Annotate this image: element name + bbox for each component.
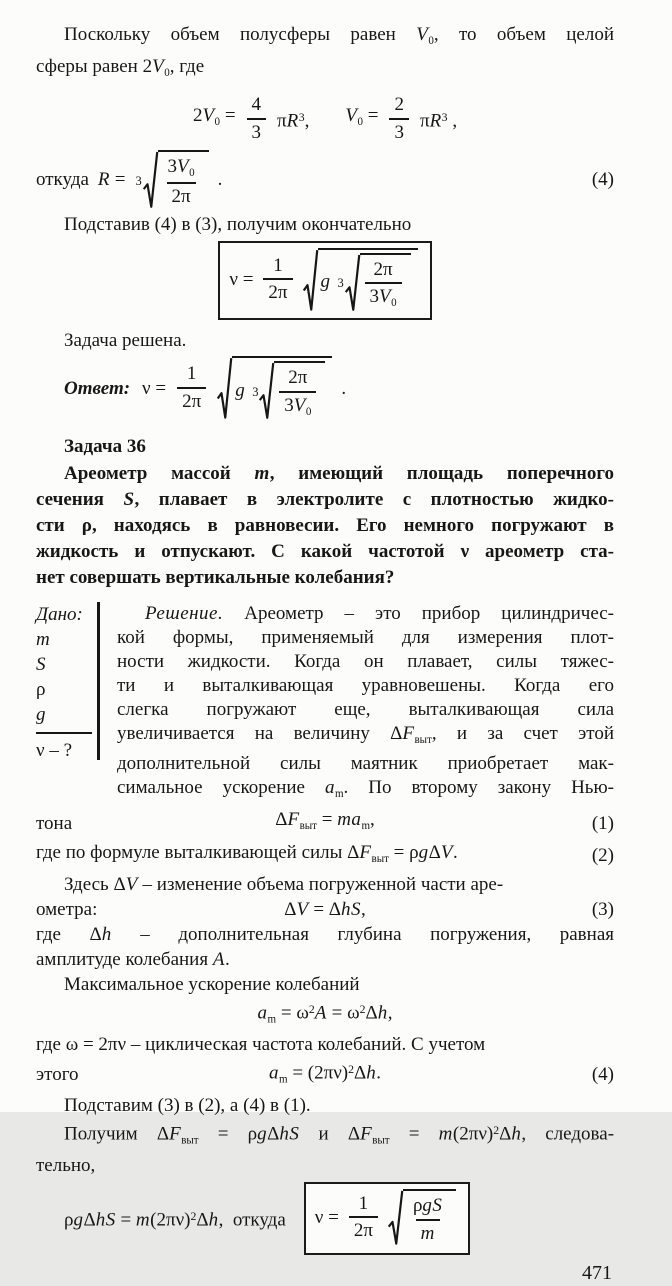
answer-formula: [142, 356, 346, 420]
formula-spheres: [36, 93, 614, 145]
equation-body: $a_m = \omega^2A = \omega^2\Delta h$,: [257, 1002, 393, 1026]
text-line: ρ: [36, 678, 46, 700]
formula-radius: [36, 150, 614, 209]
given-divider: [36, 732, 92, 734]
math-token: ν =: [314, 1206, 339, 1228]
square-root: [388, 1189, 456, 1246]
text-line: амплитуде колебания А.: [36, 948, 230, 970]
radicand: [274, 361, 325, 420]
equation-body: $a_m = (2\pi\nu)^2\Delta h$.: [269, 1062, 381, 1086]
given-find: ν – ?: [36, 739, 73, 761]
numerator: 2π: [373, 258, 393, 280]
fraction: [247, 93, 267, 145]
radicand: [158, 150, 209, 209]
paragraph-substitute: Подставив (4) в (3), получим окончательно: [64, 213, 412, 235]
given-items: [36, 627, 97, 727]
denominator: 2π: [349, 1216, 378, 1243]
word-otkuda: откуда: [36, 168, 89, 190]
root-index: 3: [135, 173, 142, 188]
word-tona: тона: [36, 812, 73, 834]
equation-3: [36, 897, 614, 922]
denominator: 2π: [167, 182, 196, 209]
fraction: [365, 258, 402, 312]
radicand: [318, 248, 418, 312]
radical-sign-icon: [388, 1189, 403, 1246]
numerator: 1: [273, 254, 283, 276]
text-line: g: [36, 703, 46, 725]
equation-1: [36, 807, 614, 839]
text-line: где Δh – дополнительная глубина погружения, равная: [36, 923, 614, 945]
math-token: $V_0$ =: [345, 105, 379, 129]
text-line: слегка погружают еще, выталкивающая сила: [117, 698, 614, 720]
text-line: ности жидкости. Когда он плавает, силы тяжес-: [117, 650, 614, 672]
fraction: [263, 254, 292, 306]
radical-sign-icon: [303, 248, 318, 312]
cube-root: [337, 253, 411, 312]
text-line: жидкость и отпускают. С какой частотой ν ареометр ста-: [36, 540, 614, 562]
answer-row: [36, 356, 614, 420]
radical-sign-icon: [345, 253, 360, 312]
radicand: [360, 253, 411, 312]
task-heading: Задача 36: [64, 435, 146, 457]
numerator: 1: [186, 363, 197, 385]
boxed-result-wrap: [36, 241, 614, 321]
text-line: Поскольку объем полусферы равен $V_0$, то объем целой: [64, 24, 615, 48]
cube-root: [251, 361, 325, 420]
boxed-final-formula: [304, 1182, 471, 1255]
math-token: R =: [97, 168, 126, 190]
radical-sign-icon: [259, 361, 274, 420]
math-token: $\pi R^3$,: [277, 110, 310, 132]
equation-number: (4): [591, 168, 614, 190]
numerator: 4: [251, 94, 262, 116]
text-line: ти и выталкивающая уравновешены. Когда его: [117, 674, 614, 696]
numerator: 1: [358, 1192, 369, 1214]
denominator: 3: [389, 118, 409, 145]
paragraph-max: Максимальное ускорение колебаний: [64, 973, 360, 995]
given-solution-row: [36, 602, 614, 806]
denominator: 2π: [263, 278, 292, 305]
equation-body: $\rho g\Delta hS = m(2\pi\nu)^2\Delta h$, откуда: [64, 1209, 286, 1231]
root-index: 3: [252, 384, 259, 399]
fraction: [389, 93, 409, 145]
equation-body: ΔV = ΔhS,: [284, 898, 366, 920]
numerator: ρgS: [412, 1195, 443, 1217]
fraction: [279, 366, 316, 420]
math-token: $\pi R^3$ ,: [419, 110, 458, 132]
text-line: сти ρ, находясь в равновесии. Его немного погружают в: [36, 514, 614, 536]
denominator: $3V_0$: [279, 391, 316, 420]
equation-number: (4): [591, 1064, 614, 1086]
fraction: [177, 362, 206, 414]
math-token: g: [320, 271, 331, 293]
text-line: сферы равен $2V_0$, где: [36, 56, 205, 80]
equation-4: [36, 1057, 614, 1092]
fraction: [163, 155, 200, 209]
word-ometra: ометра:: [36, 898, 98, 920]
page-number: 471: [582, 1261, 612, 1284]
equation-am: [36, 997, 614, 1032]
equation-number: (1): [591, 812, 614, 834]
math-token: ν =: [229, 268, 254, 290]
denominator: $3V_0$: [365, 282, 402, 311]
math-token: $2V_0$ =: [192, 105, 236, 129]
numerator: 2: [394, 94, 404, 116]
math-token: g: [235, 380, 246, 402]
denominator: m: [416, 1219, 440, 1246]
radius-equation: [36, 150, 222, 209]
square-root: [217, 356, 332, 420]
equation-number: (2): [591, 845, 614, 867]
math-token: ν =: [142, 377, 167, 399]
text-line: Ареометр массой m, имеющий площадь поперечного: [64, 462, 614, 484]
text-line: Решение. Ареометр – это прибор цилиндричес-: [145, 602, 614, 624]
square-root: [303, 248, 418, 312]
denominator: 2π: [177, 387, 206, 414]
radical-sign-icon: [143, 150, 158, 209]
equation-body: где по формуле выталкивающей силы $\Delta F_{выт} = \rho g\Delta V$.: [36, 841, 458, 865]
final-equation-row: [36, 1182, 614, 1255]
given-label: Дано:: [36, 603, 83, 625]
numerator: 2π: [288, 367, 308, 389]
math-token: .: [341, 377, 347, 399]
text-line: тельно,: [36, 1155, 96, 1177]
paragraph-omega: где ω = 2πν – циклическая частота колебаний. С учетом: [36, 1034, 486, 1056]
given-block: [36, 602, 100, 760]
text-line: нет совершать вертикальные колебания?: [36, 566, 395, 588]
radicand: [403, 1189, 456, 1246]
paragraph-substitution: Подставим (3) в (2), а (4) в (1).: [64, 1094, 311, 1116]
radicand: [232, 356, 332, 420]
cube-root: [135, 150, 209, 209]
radical-sign-icon: [217, 356, 232, 420]
text-line: увеличивается на величину $\Delta F_{выт}$, и за счет этой: [117, 722, 614, 747]
task-statement: [36, 461, 614, 591]
text-line: Получим $\Delta F_{выт} = \rho g\Delta hS$ и $\Delta F_{выт} = m(2\pi\nu)^2\Delta h$, следова-: [64, 1123, 615, 1147]
denominator: 3: [247, 118, 267, 145]
solved-note: Задача решена.: [64, 330, 187, 352]
text-line: сечения S, плавает в электролите с плотностью жидко-: [36, 488, 614, 510]
answer-label: Ответ:: [64, 377, 131, 399]
text-line: S: [36, 653, 46, 675]
text-line: m: [36, 628, 51, 650]
paragraph-dh: [36, 922, 614, 972]
equation-number: (3): [591, 898, 614, 920]
math-token: .: [217, 168, 223, 190]
equation-body: $\Delta F_{выт} = ma_m$,: [275, 809, 375, 833]
paragraph-dv: Здесь ΔV – изменение объема погруженной части аре-: [64, 873, 504, 895]
paragraph-result: [36, 1118, 614, 1178]
word-etogo: этого: [36, 1064, 79, 1086]
solution-text: [117, 602, 614, 806]
root-index: 3: [337, 276, 344, 291]
fraction: [349, 1192, 378, 1244]
equation-2: [36, 840, 614, 872]
text-line: симальное ускорение $a_m$. По второму закону Нью-: [117, 777, 614, 801]
paragraph-hemisphere: [36, 22, 614, 86]
text-line: кой формы, применяемый для измерения плот-: [117, 626, 614, 648]
fraction: [408, 1194, 447, 1246]
text-line: дополнительной силы маятник приобретает мак-: [117, 753, 614, 775]
boxed-formula-frequency: [218, 241, 431, 321]
numerator: $3V_0$: [167, 155, 195, 180]
